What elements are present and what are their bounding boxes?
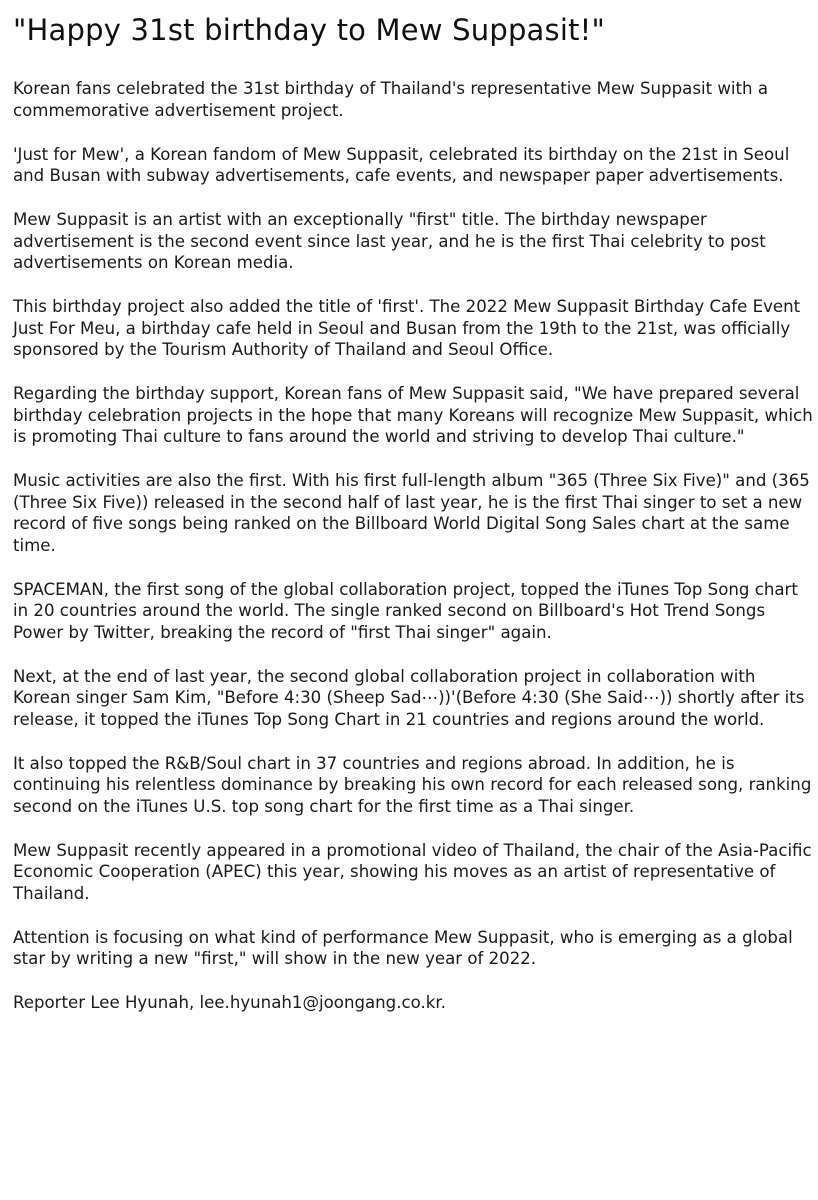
paragraph-fan-quote: Regarding the birthday support, Korean fans of Mew Suppasit said, "We have prepared several birthday celebration projects in the hope that many Koreans will recognize Mew Suppasit, which is promoting Thai culture to fans around the world and striving to develop Thai culture." xyxy=(13,384,813,446)
paragraph-birthday-cafe: This birthday project also added the title of 'first'. The 2022 Mew Suppasit Birthday Cafe Event Just For Meu, a birthday cafe held in Seoul and Busan from the 19th to the 21st, was officially sponsored by the Tourism Authority of Thailand and Seoul Office. xyxy=(13,297,801,359)
article-headline: "Happy 31st birthday to Mew Suppasit!" xyxy=(13,13,606,47)
article-body xyxy=(13,78,813,1014)
paragraph-apec-video: Mew Suppasit recently appeared in a promotional video of Thailand, the chair of the Asia-Pacific Economic Cooperation (APEC) this year, showing his moves as an artist of representative of Thailand. xyxy=(13,840,812,903)
reporter-byline: Reporter Lee Hyunah, lee.hyunah1@joongang.co.kr. xyxy=(13,993,446,1012)
paragraph-rnb-chart: It also topped the R&B/Soul chart in 37 countries and regions abroad. In addition, he is continuing his relentless dominance by breaking his own record for each released song, ranking second on the iTunes U.S. top song chart for the first time as a Thai singer. xyxy=(13,753,812,816)
paragraph-music-activities: Music activities are also the first. With his first full-length album "365 (Three Six Five)" and (365 (Three Six Five)) released in the second half of last year, he is the first Thai singer to set a new record of five songs being ranked on the Billboard World Digital Song Sales chart at the same time. xyxy=(13,471,810,555)
paragraph-first-title: Mew Suppasit is an artist with an exceptionally "first" title. The birthday newspaper advertisement is the second event since last year, and he is the first Thai celebrity to post advertisements on Korean media. xyxy=(13,210,766,272)
article xyxy=(13,10,813,1036)
paragraph-intro: Korean fans celebrated the 31st birthday of Thailand's representative Mew Suppasit with a commemorative advertisement project. xyxy=(13,79,768,120)
paragraph-fandom: 'Just for Mew', a Korean fandom of Mew Suppasit, celebrated its birthday on the 21st in Seoul and Busan with subway advertisements, cafe events, and newspaper paper advertisements. xyxy=(13,144,790,185)
paragraph-sam-kim-collab: Next, at the end of last year, the second global collaboration project in collaboration with Korean singer Sam Kim, "Before 4:30 (Sheep Sad⋯))'(Before 4:30 (She Said⋯)) shortly after its release, it topped the iTunes Top Song Chart in 21 countries and regions around the world. xyxy=(13,666,805,729)
paragraph-spaceman: SPACEMAN, the first song of the global collaboration project, topped the iTunes Top Song chart in 20 countries around the world. The single ranked second on Billboard's Hot Trend Songs Power by Twitter, breaking the record of "first Thai singer" again. xyxy=(13,579,798,642)
paragraph-outlook: Attention is focusing on what kind of performance Mew Suppasit, who is emerging as a global star by writing a new "first," will show in the new year of 2022. xyxy=(13,927,793,968)
